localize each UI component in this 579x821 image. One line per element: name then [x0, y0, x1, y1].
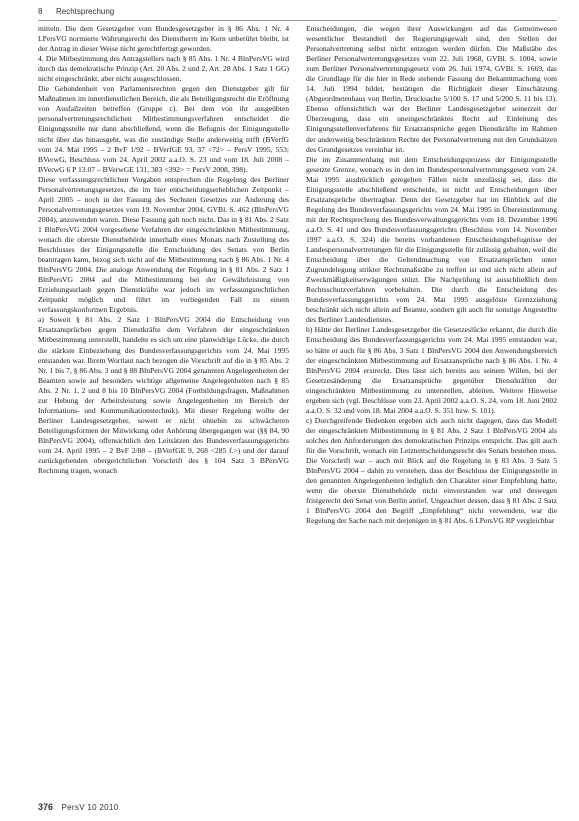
- page-number: 376: [38, 802, 54, 812]
- right-column: [306, 24, 557, 794]
- paragraph: mitteln. Die dem Gesetzgeber vom Bundesgesetzgeber in § 86 Abs. 1 Nr. 4 LPersVG normierte Wahrungsrecht des Dienstherrn im Kern unberührt bleibt, ist der Antrag in dieser Weise nicht gerechtfertigt geworden.: [38, 24, 289, 54]
- paragraph: Entscheidungen, die wegen ihrer Auswirkungen auf das Gemeinwesen wesentlicher Bestandteil der Regierungsgewalt sind, den Stellen der Personalvertretung selbst nicht entzogen werden dürfen. Die Maßstäbe des Berliner Personalvertretungsgesetzes vom 22. Juli 1968, GVBl. S. 1004, sowie zum Berliner Personalvertretungsgesetz vom 26. Juli 1974, GVBl. S. 1669, das die Grundlage für die hier in Rede stehende Fassung der Bekanntmachung vom 14. Juli 1994 bildet, bestätigen die Richtigkeit dieser Einschätzung (Abgeordnetenhaus von Berlin, Drucksache 5/100 S. 17 und 5/200 S. 11 bis 13). Ebenso offensichtlich war der Berliner Landesgesetzgeber seinerzeit der Überzeugung, dass ein uneingeschränktes Recht auf Einleitung des Einigungsstellenverfahrens für Ersatzansprüche gegen Dienstkräfte im Rahmen der anderweitig beschränkten Rechte der Personalvertretung mit den Grundsätzen des Grundgesetzes vereinbar ist.: [306, 24, 557, 154]
- paragraph: Diese verfassungsrechtlichen Vorgaben entsprechen die Regelung des Berliner Personalvertretungsgesetzes, die im hier entscheidungserheblichen Zeitpunkt – April 2005 – noch in der Fassung des Sechsten Gesetzes zur Änderung des Personalvertretungsgesetzes vom 19. November 2004, GVBl. S. 462 (BlnPersVG 2004), anzuwenden waren. Diese Fassung galt noch nicht. Das in § 81 Abs. 2 Satz 1 BlnPersVG 2004 vorgesehene Verfahren der eingeschränkten Mitbestimmung, wonach die oberste Dienstbehörde innerhalb eines Monats nach Zustellung des Beschlusses der Einigungsstelle die Entscheidung des Senats von Berlin beantragen kann, bezog sich nicht auf die Mitbestimmung nach § 86 Abs. 1 Nr. 4 BlnPersVG 2004. Die analoge Anwendung der Regelung in § 81 Abs. 2 Satz 1 BlnPersVG 2004 auf die Mitbestimmung bei der Gewährleistung von Erziehungsurlaub gegen Dienstkräfte war jedoch im verfassungsrechtlichen Zeitpunkt möglich und führt im vorliegenden Fall zu einem verfassungskonformen Ergebnis.: [38, 174, 289, 315]
- paragraph: c) Durchgreifende Bedenken ergeben sich auch nicht dagegen, dass das Modell der eingeschränkten Mitbestimmung in § 81 Abs. 2 Satz 1 BlnPersVG 2004 als solches den Anforderungen des demokratischen Prinzips entspricht. Das gilt auch für die Vorschrift, wonach ein Letztentscheidungsrecht des Senats bestehen muss. Die Vorschrift war – auch mit Blick auf die Regelung in § 83 Abs. 3 Satz 5 BlnPersVG 2004 – dahin zu verstehen, dass der Beschluss der Einigungsstelle in den genannten Angelegenheiten lediglich den Charakter einer Empfehlung hatte, wenn die oberste Dienstbehörde nicht einverstanden war und deswegen fristgerecht den Senat von Berlin anrief. Ungeachtet dessen, dass § 81 Abs. 2 Satz 1 BlnPersVG 2004 den Begriff „Empfehlung“ nicht verwendete, war die Regelung der Sache nach mit derjenigen in § 81 Abs. 6 LPersVG RP vergleichbar: [306, 415, 557, 526]
- paragraph: b) Hätte der Berliner Landesgesetzgeber die Gesetzeslücke erkannt, die durch die Entscheidung des Bundesverfassungsgerichts vom 24. Mai 1995 entstanden war, so hätte er auch für § 86 Abs. 3 Satz 1 BlnPersVG 2004 den Anwendungsbereich der eingeschränkten Mitbestimmung auf Ersatzansprüche nach § 86 Abs. 1 Nr. 4 BlnPersVG 2004 erstreckt. Dies lässt sich bereits aus seinem Willen, bei der Gesetzesänderung die Ersatzansprüche gegenüber Dienstkräften der eingeschränkten Mitbestimmung zu unterstellen, ableiten. Weitere Hinweise ergeben sich (vgl. Beschlüsse vom 23. April 2002 a.a.O. S. 24, vom 18. Juni 2002 a.a.O. S. 32 und vom 18. Mai 2004 a.a.O. S. 351 bzw. S. 101).: [306, 325, 557, 415]
- header-section-title: Rechtsprechung: [56, 7, 115, 16]
- paragraph: 4. Die Mitbestimmung des Antragstellers nach § 85 Abs. 1 Nr. 4 BlnPersVG wird durch das demokratische Prinzip (Art. 20 Abs. 2 und 2, Art. 28 Abs. 1 Satz 1 GG) nicht eingeschränkt, aber nicht ausgeschlossen.: [38, 54, 289, 84]
- page-footer: [38, 802, 118, 814]
- text-columns: [38, 24, 557, 794]
- left-column: [38, 24, 289, 794]
- paragraph: a) Soweit § 81 Abs. 2 Satz 1 BlnPersVG 2004 die Entscheidung von Ersatzansprüchen gegen Dienstkräfte dem Verfahren der eingeschränkten Mitbestimmung unterstellt, handelte es sich um eine planwidrige Lücke, die durch die stärkste Einbeziehung des Bundesverfassungsgerichts vom 24. Mai 1995 entstanden war. Ihrem Wortlaut nach bezogen die Vorschrift auf die in § 85 Abs. 2 Nr. 1 bis 7, § 86 Abs. 3 und § 88 BlnPersVG 2004 genannten Angelegenheiten der Beamten sowie auf besonders wichtige allgemeine Angelegenheiten nach § 85 Abs. 2 Nr. 1, 2 und 8 bis 10 BlnPersVG 2004 (Fortbildungsfragen, Maßnahmen zur Hebung der Arbeitsleistung sowie Angelegenheiten im Bereich der Informations- und Kommunikationstechnik). Mit dieser Regelung wollte der Berliner Landesgesetzgeber, soweit er nicht ohnehin zu schwächeren Beteiligungsformen der Mitwirkung oder Anhörung übergegangen war (§§ 84, 90 BlnPersVG 2004), offensichtlich den Leitsätzen des Bundesverfassungsgerichts vom 24. April 1995 – 2 BvF 2/88 – (BVerfGE 9, 268 <285 f.>) und der darauf zurückgehenden obergerichtlichen Vorschrift des § 104 Satz 3 BPersVG Rechnung tragen, wonach: [38, 315, 289, 476]
- header-page-marker: 8: [38, 7, 43, 16]
- paragraph: Die Gebundenheit von Parlamentsrechten gegen den Dienstgeber gilt für Maßnahmen im innerdienstlichen Bereich, die als Beteiligungsrecht die Eröffnung von Ausfallzeiten betreffen (Gruppe c). Bei dem von ihr ausgeübten personalvertretungsrechtlichen Mitbestimmungsverfahren entscheidet die Einigungsstelle nur dann abschließend, wenn die Befugnis der Einigungsstelle nicht über das hinausgeht, was die zuständige Stelle anderweitig trifft (BVerfG vom 24. Mai 1995 – 2 BvF 1/92 – BVerfGE 93, 37 <72> – PersV 1995, 553; BVerwG, Beschluss vom 24. April 2002 a.a.O. S. 23 und vom 18. Juli 2008 – BVerwG 6 P 13.07 – BVerwGE 131, 383 <392> = PersV 2008, 398).: [38, 84, 289, 174]
- paragraph: Die im Zusammenhang mit dem Entscheidungsprozess der Einigungsstelle gesetzte Grenze, wonach es in den im Bundespersonalvertretungsgesetz vom 24. Mai 1995 ausdrücklich geregelten Fällen nicht unzulässig sei, dass die Einigungsstelle abschließend entscheide, ist nicht auf Entscheidungen über Ersatzansprüche übertragbar. Denn der Gesetzgeber hat im Hinblick auf die Regelung des Bundesverfassungsgerichts vom 24. Mai 1995 in Übereinstimmung mit der Rechtsprechung des Bundesverwaltungsgerichts vom 18. Dezember 1996 a.a.O. S. 41 und des Bundesverfassungsgerichts (Beschluss vom 14. November 1997 a.a.O. S. 324) die bereits vorhandenen Entscheidungsbefugnisse der Landespersonalvertretungen für die Einigungsstelle für zulässig gehalten, weil die Entscheidung über die Geltendmachung von Ersatzansprüchen unter Zugrundelegung strikter Rechtsmaßstäbe zu treffen ist und sich nicht allein auf Zweckmäßigkeitserwägungen stützt. Die Nachprüfung ist ausschließlich dem Rechtsschutzverfahren vorbehalten. Die durch die Entscheidung des Bundesverfassungsgerichts vom 24. Mai 1995 ausgelöste Grenzziehung beschränkt sich nicht allein auf Beamte, sondern gilt auch für sonstige Angestellte des Berliner Landesdienstes.: [306, 154, 557, 325]
- running-header: [38, 4, 557, 21]
- journal-issue: PersV 10 2010: [61, 803, 119, 812]
